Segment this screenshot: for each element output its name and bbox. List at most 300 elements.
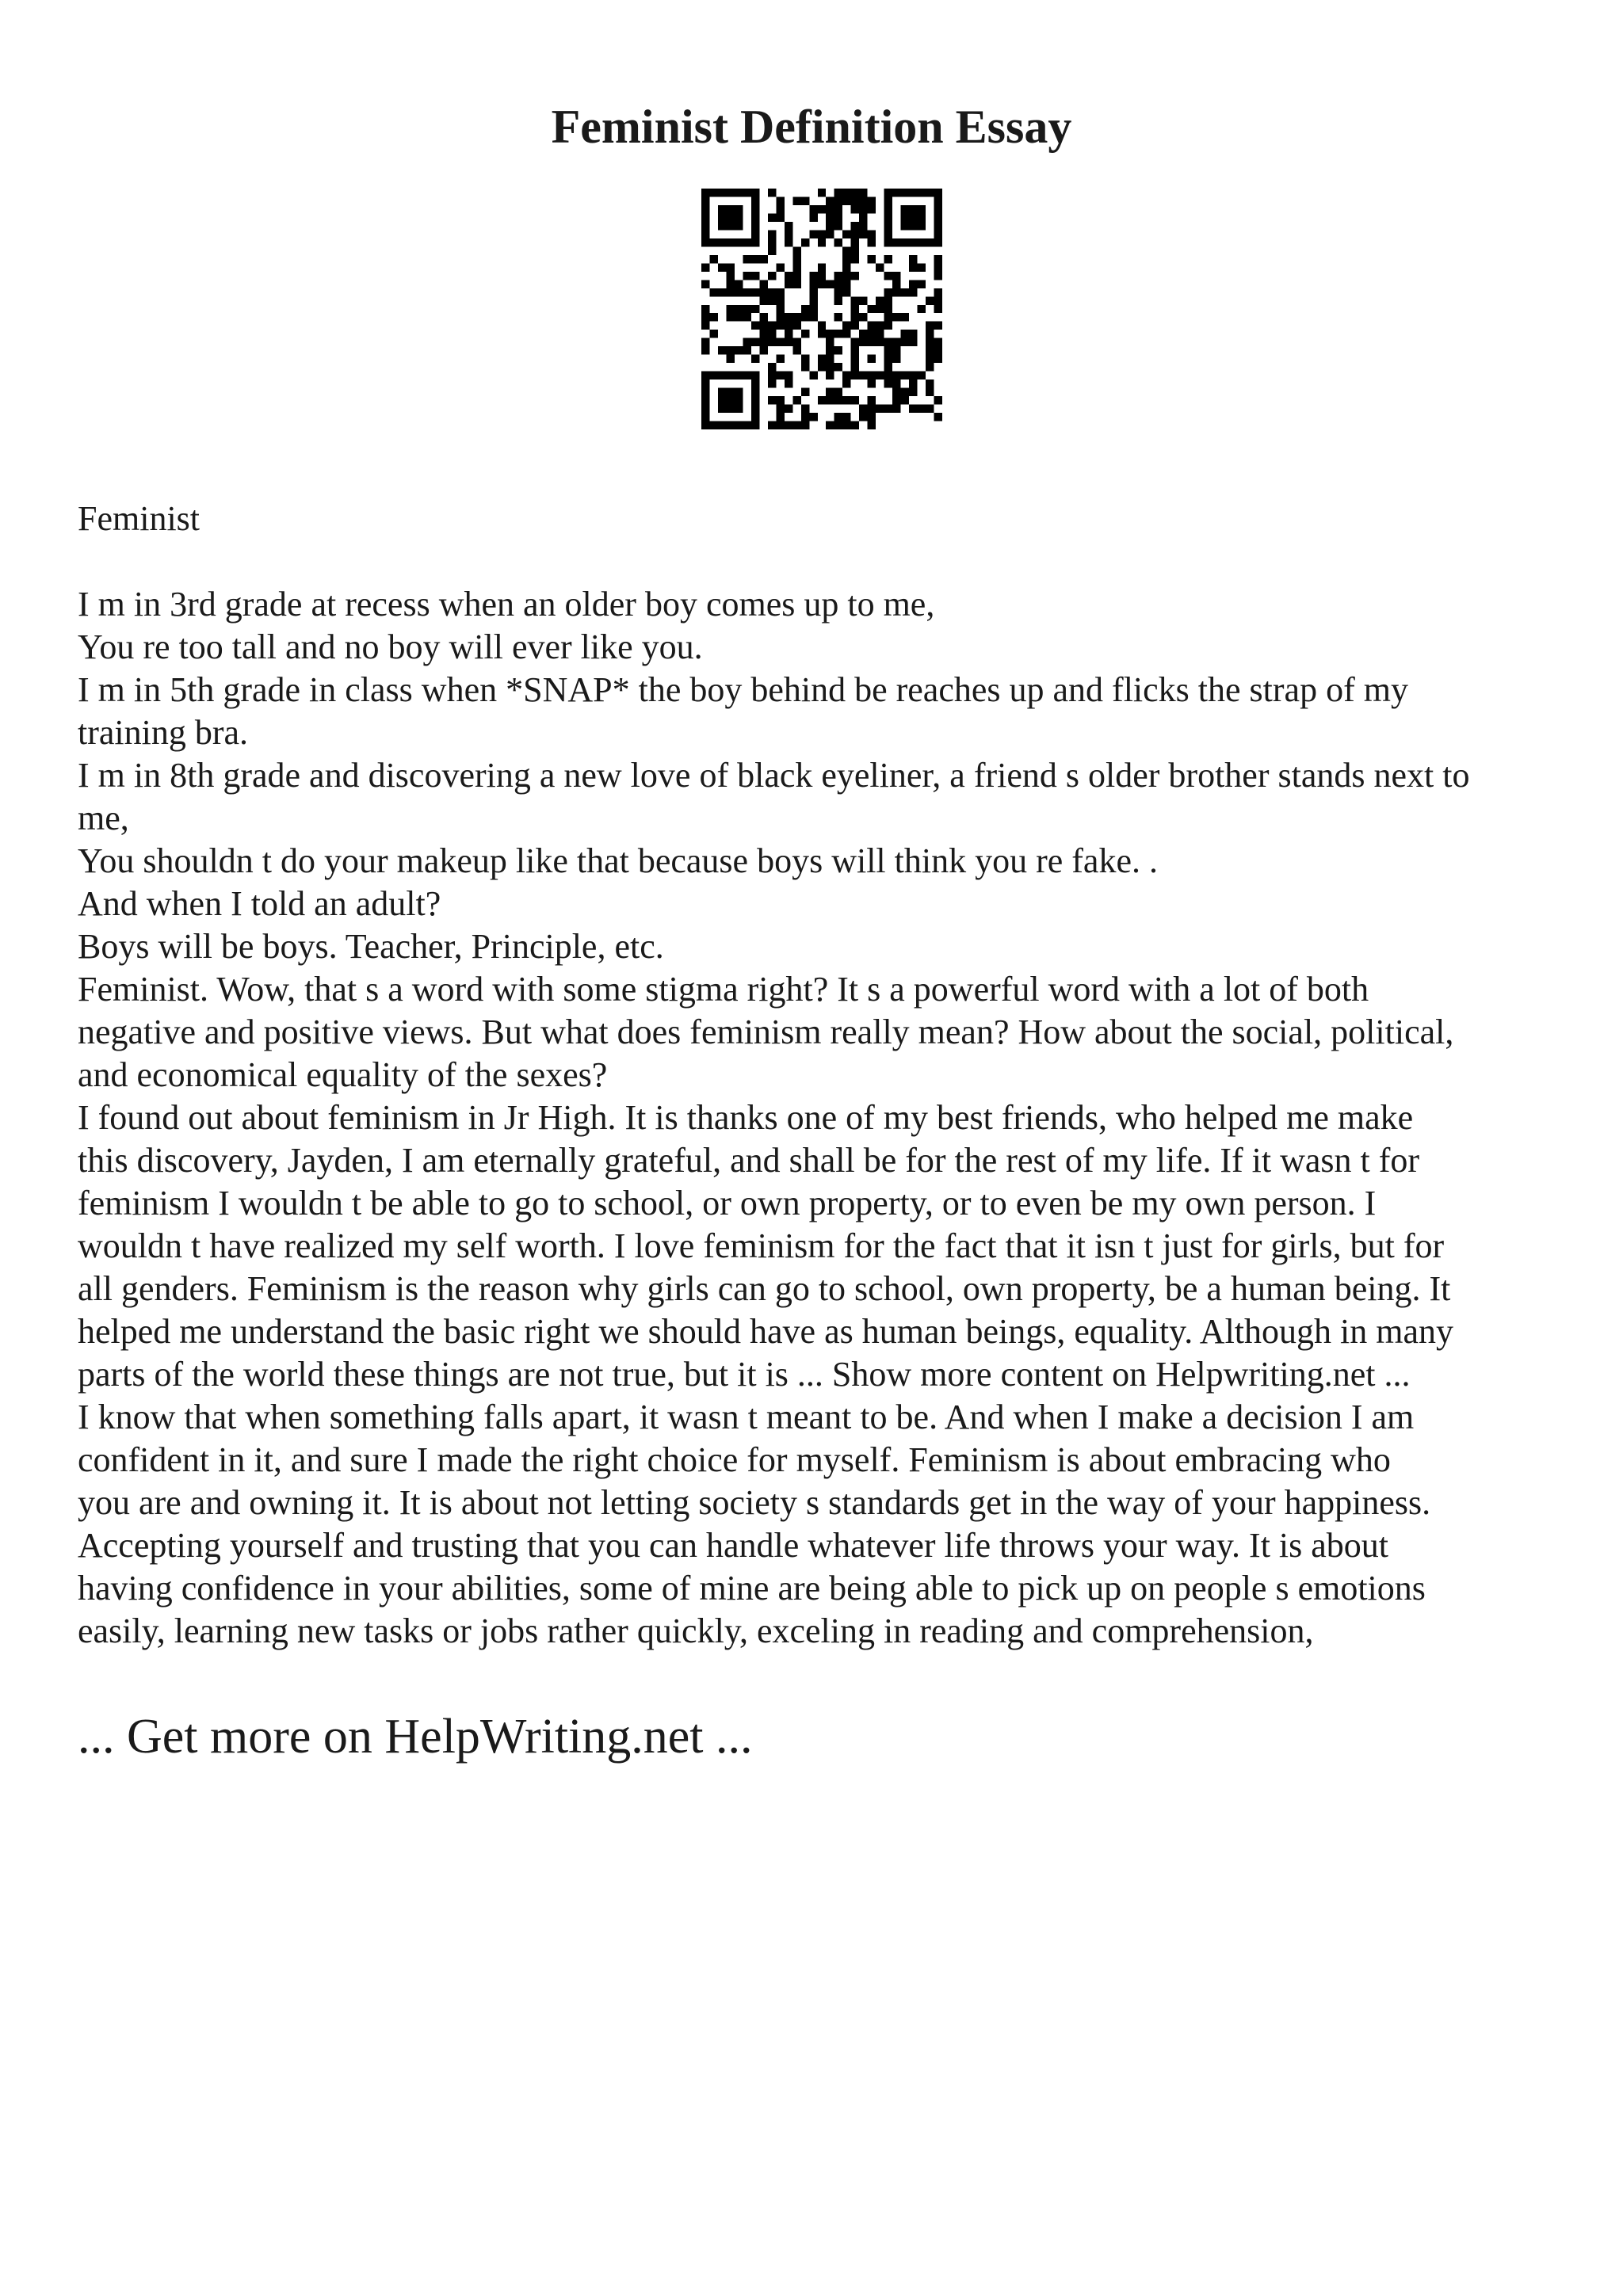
qr-module <box>918 405 926 413</box>
qr-module <box>776 396 784 404</box>
qr-module <box>701 413 709 421</box>
qr-module <box>743 272 750 280</box>
qr-module <box>892 280 900 288</box>
qr-module <box>743 313 750 321</box>
qr-module <box>785 330 792 338</box>
essay-line: I found out about feminism in Jr High. It is thanks one of my best friends, who helped me make <box>78 1098 1414 1137</box>
qr-module <box>726 263 734 271</box>
essay-heading: Feminist <box>78 499 200 538</box>
qr-module <box>926 189 934 196</box>
qr-module <box>701 421 709 429</box>
qr-module <box>851 338 859 346</box>
qr-module <box>926 346 934 354</box>
qr-module <box>859 222 867 230</box>
qr-module <box>884 238 892 246</box>
qr-module <box>759 322 767 330</box>
qr-module <box>859 205 867 213</box>
qr-module <box>826 205 834 213</box>
qr-module <box>834 288 842 296</box>
qr-module <box>709 189 717 196</box>
qr-module <box>701 388 709 396</box>
qr-module <box>709 255 717 263</box>
qr-module <box>701 338 709 346</box>
qr-module <box>818 396 826 404</box>
qr-module <box>743 338 750 346</box>
qr-module <box>884 346 892 354</box>
qr-module <box>909 222 917 230</box>
qr-module <box>901 396 909 404</box>
qr-module <box>909 372 917 379</box>
qr-module <box>884 355 892 363</box>
qr-module <box>934 322 942 330</box>
qr-module <box>876 296 884 304</box>
qr-module <box>884 272 892 280</box>
qr-module <box>859 372 867 379</box>
essay-line: wouldn t have realized my self worth. I love feminism for the fact that it isn t just for girls, but for <box>78 1226 1445 1265</box>
qr-module <box>884 363 892 371</box>
qr-module <box>701 230 709 238</box>
qr-module <box>826 213 834 221</box>
qr-module <box>785 372 792 379</box>
qr-module <box>892 338 900 346</box>
qr-module <box>718 396 726 404</box>
qr-module <box>759 338 767 346</box>
qr-module <box>834 196 842 204</box>
qr-module <box>834 213 842 221</box>
qr-module <box>718 263 726 271</box>
qr-module <box>818 263 826 271</box>
qr-module <box>909 379 917 387</box>
qr-module <box>901 388 909 396</box>
qr-module <box>751 305 759 313</box>
qr-module <box>918 238 926 246</box>
qr-module <box>859 196 867 204</box>
qr-module <box>776 296 784 304</box>
qr-module <box>826 196 834 204</box>
qr-module <box>735 238 743 246</box>
qr-module <box>776 213 784 221</box>
qr-module <box>934 396 942 404</box>
qr-module <box>934 222 942 230</box>
qr-module <box>809 296 817 304</box>
qr-module <box>909 238 917 246</box>
qr-module <box>743 238 750 246</box>
qr-module <box>851 396 859 404</box>
qr-module <box>934 346 942 354</box>
qr-module <box>826 363 834 371</box>
qr-module <box>818 280 826 288</box>
qr-module <box>718 388 726 396</box>
qr-module <box>884 196 892 204</box>
essay-line: And when I told an adult? <box>78 884 441 923</box>
qr-module <box>934 196 942 204</box>
qr-module <box>768 189 776 196</box>
qr-module <box>868 338 876 346</box>
qr-module <box>918 222 926 230</box>
qr-code-icon <box>701 189 942 429</box>
qr-module <box>768 322 776 330</box>
qr-module <box>851 313 859 321</box>
qr-module <box>801 305 809 313</box>
qr-module <box>884 222 892 230</box>
qr-module <box>785 230 792 238</box>
qr-module <box>842 280 850 288</box>
qr-module <box>826 230 834 238</box>
qr-module <box>868 230 876 238</box>
qr-module <box>759 346 767 354</box>
qr-module <box>892 405 900 413</box>
qr-module <box>785 405 792 413</box>
qr-module <box>934 355 942 363</box>
qr-module <box>868 196 876 204</box>
qr-module <box>768 213 776 221</box>
qr-module <box>901 189 909 196</box>
qr-module <box>892 379 900 387</box>
qr-module <box>792 346 800 354</box>
qr-module <box>834 238 842 246</box>
qr-module <box>934 263 942 271</box>
qr-module <box>926 330 934 338</box>
qr-module <box>909 255 917 263</box>
qr-module <box>751 222 759 230</box>
qr-module <box>701 238 709 246</box>
qr-module <box>926 355 934 363</box>
essay-body <box>78 498 1568 1653</box>
qr-module <box>851 372 859 379</box>
qr-module <box>851 196 859 204</box>
qr-module <box>726 346 734 354</box>
qr-module <box>768 372 776 379</box>
essay-line: Feminist. Wow, that s a word with some stigma right? It s a powerful word with a lot of both <box>78 970 1369 1009</box>
qr-module <box>884 255 892 263</box>
essay-line: training bra. <box>78 713 249 752</box>
qr-module <box>834 296 842 304</box>
qr-module <box>834 413 842 421</box>
qr-module <box>801 405 809 413</box>
qr-module <box>934 205 942 213</box>
qr-module <box>785 322 792 330</box>
qr-module <box>801 388 809 396</box>
qr-module <box>909 213 917 221</box>
qr-module <box>868 372 876 379</box>
qr-module <box>718 346 726 354</box>
qr-module <box>918 305 926 313</box>
qr-module <box>785 379 792 387</box>
qr-module <box>735 189 743 196</box>
essay-line: parts of the world these things are not true, but it is ... Show more content on Helpwriting.net ... <box>78 1355 1411 1394</box>
qr-module <box>735 288 743 296</box>
qr-module <box>851 189 859 196</box>
qr-module <box>884 372 892 379</box>
qr-module <box>918 213 926 221</box>
qr-module <box>926 363 934 371</box>
qr-module <box>792 272 800 280</box>
qr-module <box>851 272 859 280</box>
qr-module <box>809 372 817 379</box>
essay-line: Boys will be boys. Teacher, Principle, etc. <box>78 927 664 966</box>
qr-module <box>851 222 859 230</box>
qr-module <box>918 280 926 288</box>
qr-module <box>792 263 800 271</box>
essay-line: and economical equality of the sexes? <box>78 1055 608 1094</box>
qr-module <box>868 322 876 330</box>
qr-module <box>776 305 784 313</box>
qr-module <box>718 405 726 413</box>
qr-module <box>834 189 842 196</box>
essay-line: negative and positive views. But what does feminism really mean? How about the social, political, <box>78 1013 1454 1051</box>
qr-module <box>759 313 767 321</box>
qr-module <box>726 213 734 221</box>
qr-module <box>792 246 800 254</box>
qr-module <box>792 322 800 330</box>
qr-module <box>751 322 759 330</box>
qr-module <box>901 330 909 338</box>
qr-module <box>868 396 876 404</box>
qr-module <box>701 396 709 404</box>
qr-module <box>901 372 909 379</box>
get-more-link[interactable]: ... Get more on HelpWriting.net ... <box>78 1710 753 1764</box>
qr-module <box>735 280 743 288</box>
qr-module <box>851 238 859 246</box>
qr-module <box>701 346 709 354</box>
qr-module <box>909 280 917 288</box>
qr-module <box>834 396 842 404</box>
qr-module <box>884 213 892 221</box>
qr-module <box>751 238 759 246</box>
qr-module <box>842 421 850 429</box>
qr-module <box>926 338 934 346</box>
qr-module <box>868 205 876 213</box>
qr-module <box>726 421 734 429</box>
qr-module <box>884 338 892 346</box>
qr-module <box>892 388 900 396</box>
qr-module <box>909 263 917 271</box>
qr-module <box>892 272 900 280</box>
qr-module <box>768 272 776 280</box>
qr-module <box>735 346 743 354</box>
qr-module <box>751 338 759 346</box>
qr-module <box>751 196 759 204</box>
qr-module <box>826 355 834 363</box>
qr-module <box>751 372 759 379</box>
qr-module <box>801 330 809 338</box>
qr-module <box>851 421 859 429</box>
qr-module <box>792 196 800 204</box>
qr-module <box>842 396 850 404</box>
qr-module <box>934 338 942 346</box>
qr-module <box>718 372 726 379</box>
qr-module <box>851 246 859 254</box>
qr-module <box>701 263 709 271</box>
qr-module <box>818 238 826 246</box>
qr-module <box>735 222 743 230</box>
qr-module <box>892 189 900 196</box>
qr-module <box>718 421 726 429</box>
qr-module <box>926 388 934 396</box>
qr-module <box>776 205 784 213</box>
qr-module <box>909 405 917 413</box>
qr-module <box>735 372 743 379</box>
qr-module <box>934 413 942 421</box>
qr-module <box>718 205 726 213</box>
qr-module <box>884 189 892 196</box>
qr-module <box>909 288 917 296</box>
qr-module <box>926 379 934 387</box>
qr-module <box>851 322 859 330</box>
qr-module <box>934 305 942 313</box>
qr-module <box>818 322 826 330</box>
qr-module <box>901 222 909 230</box>
qr-module <box>726 313 734 321</box>
qr-module <box>842 322 850 330</box>
qr-module <box>826 330 834 338</box>
qr-module <box>876 405 884 413</box>
essay-line: having confidence in your abilities, some of mine are being able to pick up on people s emotions <box>78 1569 1426 1608</box>
qr-module <box>934 238 942 246</box>
qr-module <box>792 313 800 321</box>
qr-module <box>826 280 834 288</box>
qr-module <box>726 388 734 396</box>
qr-module <box>743 346 750 354</box>
qr-module <box>709 313 717 321</box>
qr-module <box>892 372 900 379</box>
qr-module <box>726 238 734 246</box>
qr-module <box>842 330 850 338</box>
qr-module <box>726 396 734 404</box>
qr-module <box>726 189 734 196</box>
qr-module <box>868 330 876 338</box>
qr-module <box>884 296 892 304</box>
qr-module <box>709 330 717 338</box>
qr-module <box>735 305 743 313</box>
qr-module <box>776 313 784 321</box>
qr-module <box>834 421 842 429</box>
qr-module <box>768 338 776 346</box>
qr-module <box>785 272 792 280</box>
qr-module <box>842 379 850 387</box>
qr-module <box>876 322 884 330</box>
qr-module <box>726 222 734 230</box>
qr-module <box>792 421 800 429</box>
qr-module <box>751 421 759 429</box>
qr-module <box>834 272 842 280</box>
qr-module <box>809 413 817 421</box>
qr-module <box>842 230 850 238</box>
qr-module <box>701 205 709 213</box>
qr-module <box>709 288 717 296</box>
qr-module <box>701 280 709 288</box>
qr-module <box>801 363 809 371</box>
qr-module <box>868 379 876 387</box>
qr-module <box>768 363 776 371</box>
qr-module <box>901 313 909 321</box>
qr-module <box>776 405 784 413</box>
qr-module <box>868 355 876 363</box>
qr-module <box>934 288 942 296</box>
qr-module <box>834 388 842 396</box>
qr-module <box>868 421 876 429</box>
qr-module <box>834 346 842 354</box>
qr-module <box>859 230 867 238</box>
qr-module <box>918 263 926 271</box>
qr-module <box>751 388 759 396</box>
qr-module <box>701 313 709 321</box>
qr-module <box>726 405 734 413</box>
qr-module <box>735 205 743 213</box>
qr-module <box>751 405 759 413</box>
qr-module <box>934 296 942 304</box>
essay-line: helped me understand the basic right we should have as human beings, equality. Although in many <box>78 1312 1454 1351</box>
qr-module <box>801 313 809 321</box>
qr-module <box>826 421 834 429</box>
qr-module <box>792 396 800 404</box>
qr-module <box>709 421 717 429</box>
qr-module <box>859 313 867 321</box>
qr-module <box>868 238 876 246</box>
qr-module <box>751 379 759 387</box>
qr-module <box>818 189 826 196</box>
qr-module <box>884 288 892 296</box>
qr-module <box>801 238 809 246</box>
qr-module <box>776 413 784 421</box>
qr-module <box>768 296 776 304</box>
qr-module <box>918 189 926 196</box>
qr-module <box>759 288 767 296</box>
qr-module <box>785 338 792 346</box>
qr-module <box>851 230 859 238</box>
qr-module <box>726 205 734 213</box>
qr-module <box>842 288 850 296</box>
qr-module <box>901 213 909 221</box>
essay-line: I m in 5th grade in class when *SNAP* the boy behind be reaches up and flicks the strap of my <box>78 670 1408 709</box>
qr-module <box>901 338 909 346</box>
qr-module <box>735 388 743 396</box>
qr-module <box>809 313 817 321</box>
qr-module <box>842 196 850 204</box>
qr-module <box>868 255 876 263</box>
qr-module <box>735 313 743 321</box>
qr-module <box>735 405 743 413</box>
qr-module <box>859 296 867 304</box>
qr-module <box>768 379 776 387</box>
qr-module <box>726 305 734 313</box>
qr-module <box>718 189 726 196</box>
qr-module <box>701 379 709 387</box>
qr-module <box>718 288 726 296</box>
qr-module <box>751 230 759 238</box>
qr-module <box>934 230 942 238</box>
qr-module <box>701 189 709 196</box>
qr-module <box>909 330 917 338</box>
qr-module <box>701 222 709 230</box>
qr-module <box>926 322 934 330</box>
paragraph-gap <box>78 540 1568 583</box>
qr-module <box>785 238 792 246</box>
qr-module <box>726 280 734 288</box>
qr-module <box>884 205 892 213</box>
qr-module <box>701 213 709 221</box>
qr-module <box>809 305 817 313</box>
qr-module <box>926 296 934 304</box>
qr-module <box>785 313 792 321</box>
qr-module <box>709 372 717 379</box>
qr-module <box>751 213 759 221</box>
qr-module <box>884 305 892 313</box>
qr-module <box>768 238 776 246</box>
qr-module <box>826 388 834 396</box>
qr-module <box>701 372 709 379</box>
qr-module <box>718 238 726 246</box>
